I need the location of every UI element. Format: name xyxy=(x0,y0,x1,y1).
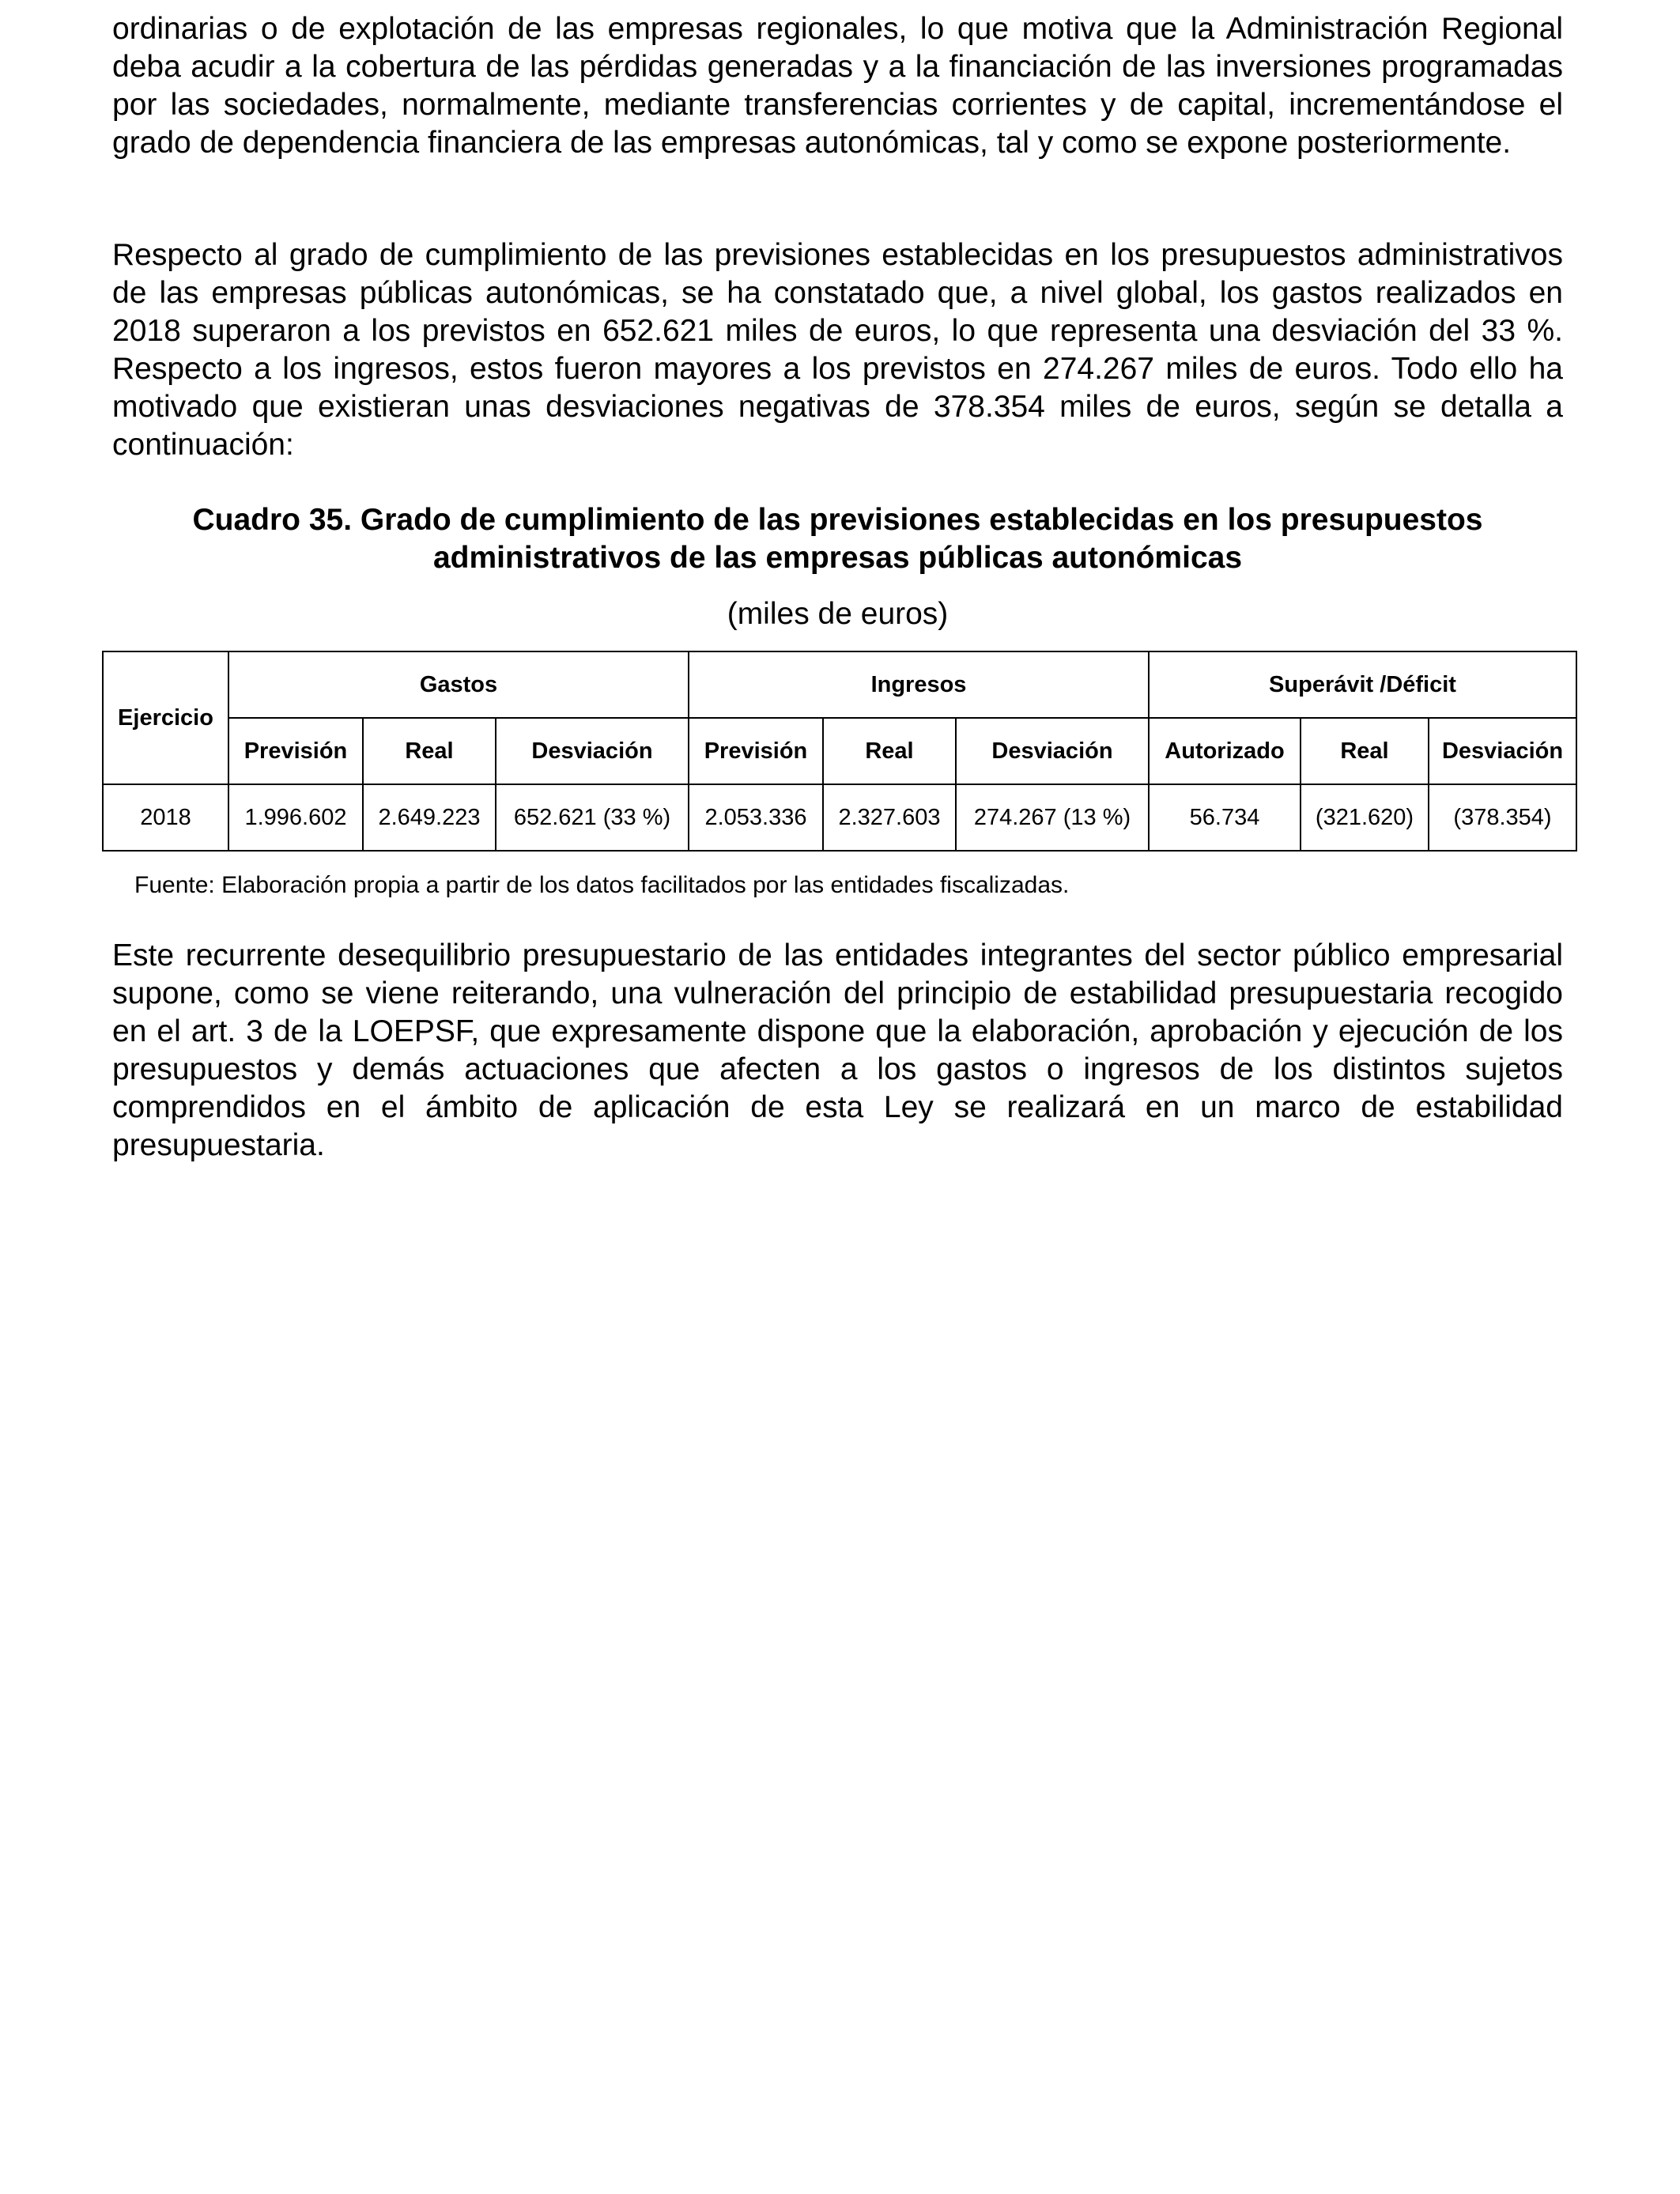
table-row xyxy=(103,784,1576,851)
cell-saldo-desviacion: (378.354) xyxy=(1429,784,1576,851)
table-units: (miles de euros) xyxy=(727,597,949,631)
header-group-gastos: Gastos xyxy=(228,651,689,718)
paragraph-compliance: Respecto al grado de cumplimiento de las previsiones establecidas en los presupuestos administrativos de las empresas públicas autonómicas, se ha constatado que, a nivel global, los gastos realizados en 2018 superaron a los previstos en 652.621 miles de euros, lo que representa una desviación del 33 %. Respecto a los ingresos, estos fueron mayores a los previstos en 274.267 miles de euros. Todo ello ha motivado que existieran unas desviaciones negativas de 378.354 miles de euros, según se detalla a continuación: xyxy=(112,238,1563,462)
header-group-superavit-deficit: Superávit /Déficit xyxy=(1149,651,1576,718)
cell-gastos-desviacion: 652.621 (33 %) xyxy=(496,784,689,851)
cell-ingresos-desviacion: 274.267 (13 %) xyxy=(956,784,1149,851)
header-gastos-real: Real xyxy=(363,718,496,784)
cell-ingresos-prevision: 2.053.336 xyxy=(689,784,823,851)
header-ejercicio: Ejercicio xyxy=(103,651,228,784)
header-gastos-desviacion: Desviación xyxy=(496,718,689,784)
header-saldo-real: Real xyxy=(1301,718,1429,784)
cell-saldo-real: (321.620) xyxy=(1301,784,1429,851)
table-source-note: Fuente: Elaboración propia a partir de los datos facilitados por las entidades fiscalizadas. xyxy=(134,872,1070,898)
header-ingresos-desviacion: Desviación xyxy=(956,718,1149,784)
cell-gastos-prevision: 1.996.602 xyxy=(228,784,363,851)
cell-saldo-autorizado: 56.734 xyxy=(1149,784,1301,851)
header-group-ingresos: Ingresos xyxy=(689,651,1149,718)
table-header-group-row xyxy=(103,651,1576,718)
cell-ingresos-real: 2.327.603 xyxy=(823,784,956,851)
header-saldo-autorizado: Autorizado xyxy=(1149,718,1301,784)
table-header-subcolumn-row xyxy=(103,718,1576,784)
paragraph-conclusion: Este recurrente desequilibrio presupuestario de las entidades integrantes del sector público empresarial supone, como se viene reiterando, una vulneración del principio de estabilidad presupuestaria recogido en el art. 3 de la LOEPSF, que expresamente dispone que la elaboración, aprobación y ejecución de los presupuestos y demás actuaciones que afecten a los gastos o ingresos de los distintos sujetos comprendidos en el ámbito de aplicación de esta Ley se realizará en un marco de estabilidad presupuestaria. xyxy=(112,938,1563,1162)
table-caption-line-1: Cuadro 35. Grado de cumplimiento de las previsiones establecidas en los presupuestos xyxy=(192,503,1483,537)
cell-ejercicio: 2018 xyxy=(103,784,228,851)
header-ingresos-prevision: Previsión xyxy=(689,718,823,784)
table-caption-line-2: administrativos de las empresas públicas autonómicas xyxy=(432,541,1243,575)
cell-gastos-real: 2.649.223 xyxy=(363,784,496,851)
header-ingresos-real: Real xyxy=(823,718,956,784)
paragraph-intro: ordinarias o de explotación de las empresas regionales, lo que motiva que la Administración Regional deba acudir a la cobertura de las pérdidas generadas y a la financiación de las inversiones programadas por las sociedades, normalmente, mediante transferencias corrientes y de capital, incrementándose el grado de dependencia financiera de las empresas autonómicas, tal y como se expone posteriormente. xyxy=(112,12,1563,160)
table-caption xyxy=(112,501,1563,577)
budget-compliance-table xyxy=(102,651,1577,852)
header-gastos-prevision: Previsión xyxy=(228,718,363,784)
header-saldo-desviacion: Desviación xyxy=(1429,718,1576,784)
